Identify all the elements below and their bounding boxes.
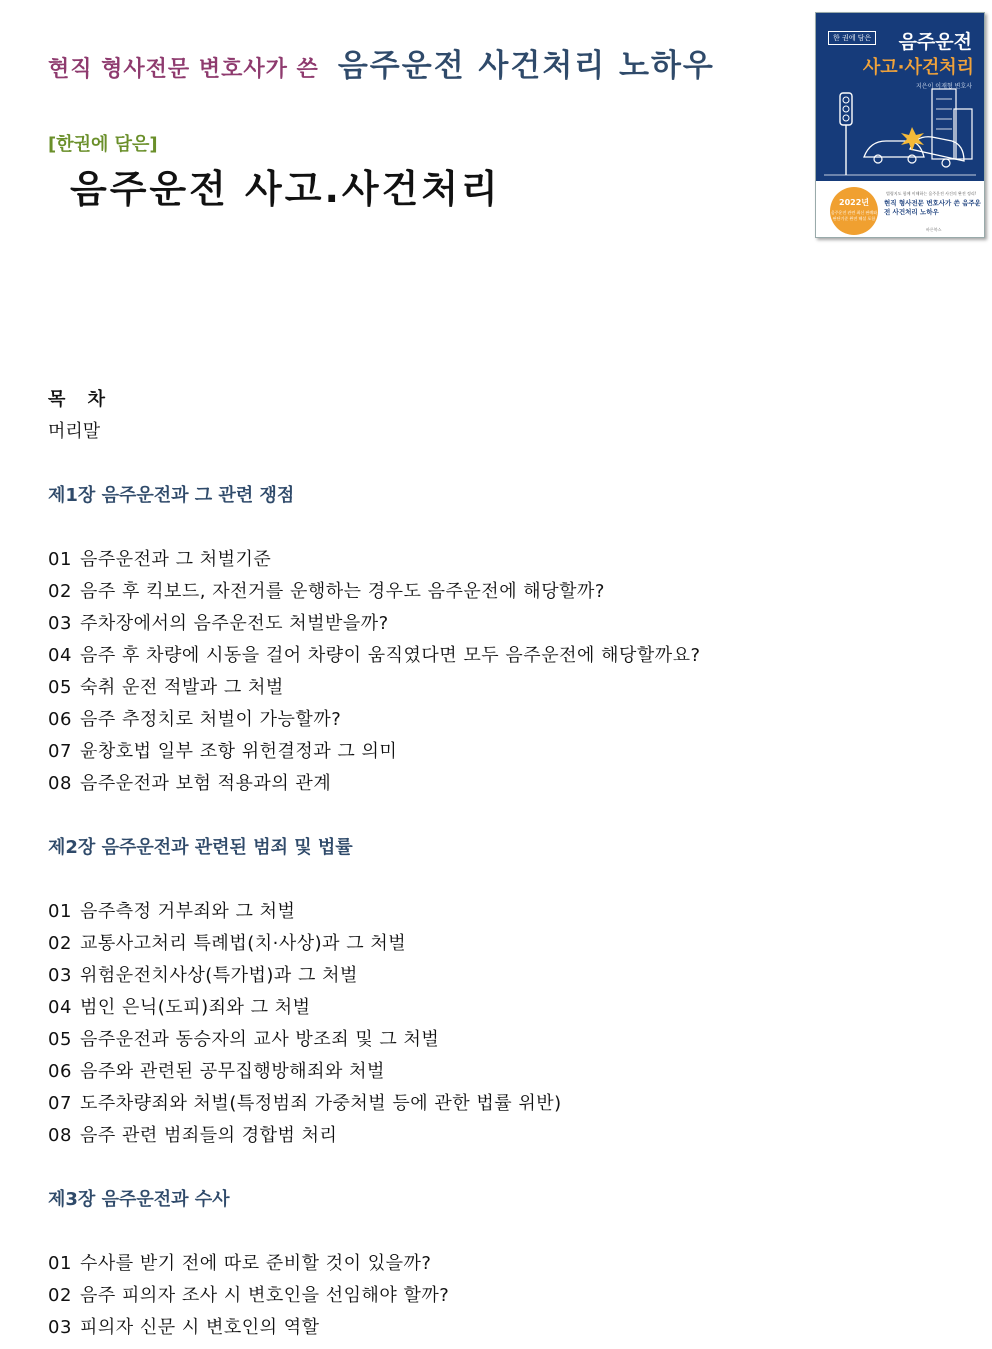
item-text: 음주운전과 동승자의 교사 방조죄 및 그 처벌: [80, 1029, 440, 1050]
header-subtitle: [48, 40, 715, 85]
list-item: [48, 641, 701, 667]
item-text: 음주측정 거부죄와 그 처벌: [80, 901, 296, 922]
list-item: [48, 705, 341, 731]
list-item: [48, 897, 295, 923]
item-number: 07: [48, 1093, 72, 1114]
tagline: [한권에 담은]: [48, 134, 158, 155]
cover-author: 지은이 이재형 변호사: [916, 83, 972, 90]
item-text: 위험운전치사상(특가법)과 그 처벌: [80, 965, 358, 986]
item-text: 음주 후 차량에 시동을 걸어 차량이 움직였다면 모두 음주운전에 해당할까요?: [80, 645, 701, 666]
item-number: 06: [48, 1061, 72, 1082]
cover-publisher: 바른북스: [926, 227, 942, 232]
list-item: [48, 1057, 385, 1083]
item-text: 도주차량죄와 처벌(특정범죄 가중처벌 등에 관한 법률 위반): [80, 1093, 562, 1114]
cover-bottom-panel: [816, 181, 984, 237]
item-number: 07: [48, 741, 72, 762]
item-text: 주차장에서의 음주운전도 처벌받을까?: [80, 613, 389, 634]
cover-badge: 한 권에 담은: [828, 31, 876, 45]
item-text: 음주운전과 보험 적용과의 관계: [80, 773, 332, 794]
item-text: 수사를 받기 전에 따로 준비할 것이 있을까?: [80, 1253, 432, 1274]
item-text: 음주 관련 범죄들의 경합범 처리: [80, 1125, 338, 1146]
cover-title-line2: 사고·사건처리: [862, 57, 974, 78]
list-item: [48, 1089, 562, 1115]
list-item: [48, 961, 358, 987]
list-item: [48, 1281, 449, 1307]
item-text: 숙취 운전 적발과 그 처벌: [80, 677, 284, 698]
item-text: 피의자 신문 시 변호인의 역할: [80, 1317, 320, 1338]
list-item: [48, 1249, 431, 1275]
chapter-1-title: 제1장 음주운전과 그 관련 쟁점: [48, 485, 295, 506]
cover-year-badge: [830, 187, 878, 235]
list-item: [48, 993, 310, 1019]
list-item: [48, 1121, 337, 1147]
item-text: 음주 추정치로 처벌이 가능할까?: [80, 709, 342, 730]
cover-subtitle: 현직 형사전문 변호사가 쓴 음주운전 사건처리 노하우: [884, 199, 981, 216]
book-cover-image: [815, 12, 985, 238]
list-item: [48, 609, 389, 635]
item-number: 03: [48, 965, 72, 986]
item-number: 05: [48, 1029, 72, 1050]
subtitle-small: 현직 형사전문 변호사가 쓴: [48, 56, 319, 82]
item-text: 음주운전과 그 처벌기준: [80, 549, 272, 570]
cover-year: 2022년: [839, 198, 869, 207]
item-number: 02: [48, 933, 72, 954]
item-number: 01: [48, 901, 72, 922]
list-item: [48, 545, 271, 571]
page-title: 음주운전 사고.사건처리: [70, 167, 501, 211]
item-text: 윤창호법 일부 조항 위헌결정과 그 의미: [80, 741, 398, 762]
list-item: [48, 929, 406, 955]
item-number: 06: [48, 709, 72, 730]
list-item: [48, 577, 605, 603]
item-number: 03: [48, 1317, 72, 1338]
item-number: 08: [48, 1125, 72, 1146]
item-number: 04: [48, 645, 72, 666]
item-number: 02: [48, 1285, 72, 1306]
toc-preface: 머리말: [48, 421, 101, 442]
list-item: [48, 737, 397, 763]
cover-circle-text: 음주운전 관련 최신 판례와 판단기준 완전 해설 포함: [830, 210, 878, 221]
item-number: 03: [48, 613, 72, 634]
cover-illustration: [824, 87, 976, 179]
list-item: [48, 1313, 320, 1339]
chapter-2-title: 제2장 음주운전과 관련된 범죄 및 법률: [48, 837, 353, 858]
item-text: 음주 피의자 조사 시 변호인을 선임해야 할까?: [80, 1285, 450, 1306]
list-item: [48, 1025, 439, 1051]
item-number: 08: [48, 773, 72, 794]
item-number: 01: [48, 1253, 72, 1274]
item-number: 01: [48, 549, 72, 570]
cover-title-line1: 음주운전: [898, 31, 972, 53]
item-text: 범인 은닉(도피)죄와 그 처벌: [80, 997, 311, 1018]
list-item: [48, 769, 331, 795]
toc-heading: 목 차: [48, 389, 114, 410]
chapter-3-title: 제3장 음주운전과 수사: [48, 1189, 230, 1210]
item-number: 05: [48, 677, 72, 698]
list-item: [48, 673, 284, 699]
cover-small-text: 법령지도 함께 이해하는 음주운전 사건의 완전 정리!: [886, 191, 977, 196]
item-number: 02: [48, 581, 72, 602]
item-text: 음주와 관련된 공무집행방해죄와 처벌: [80, 1061, 385, 1082]
item-number: 04: [48, 997, 72, 1018]
subtitle-large: 음주운전 사건처리 노하우: [337, 48, 715, 84]
item-text: 교통사고처리 특례법(치·사상)과 그 처벌: [80, 933, 407, 954]
item-text: 음주 후 킥보드, 자전거를 운행하는 경우도 음주운전에 해당할까?: [80, 581, 605, 602]
